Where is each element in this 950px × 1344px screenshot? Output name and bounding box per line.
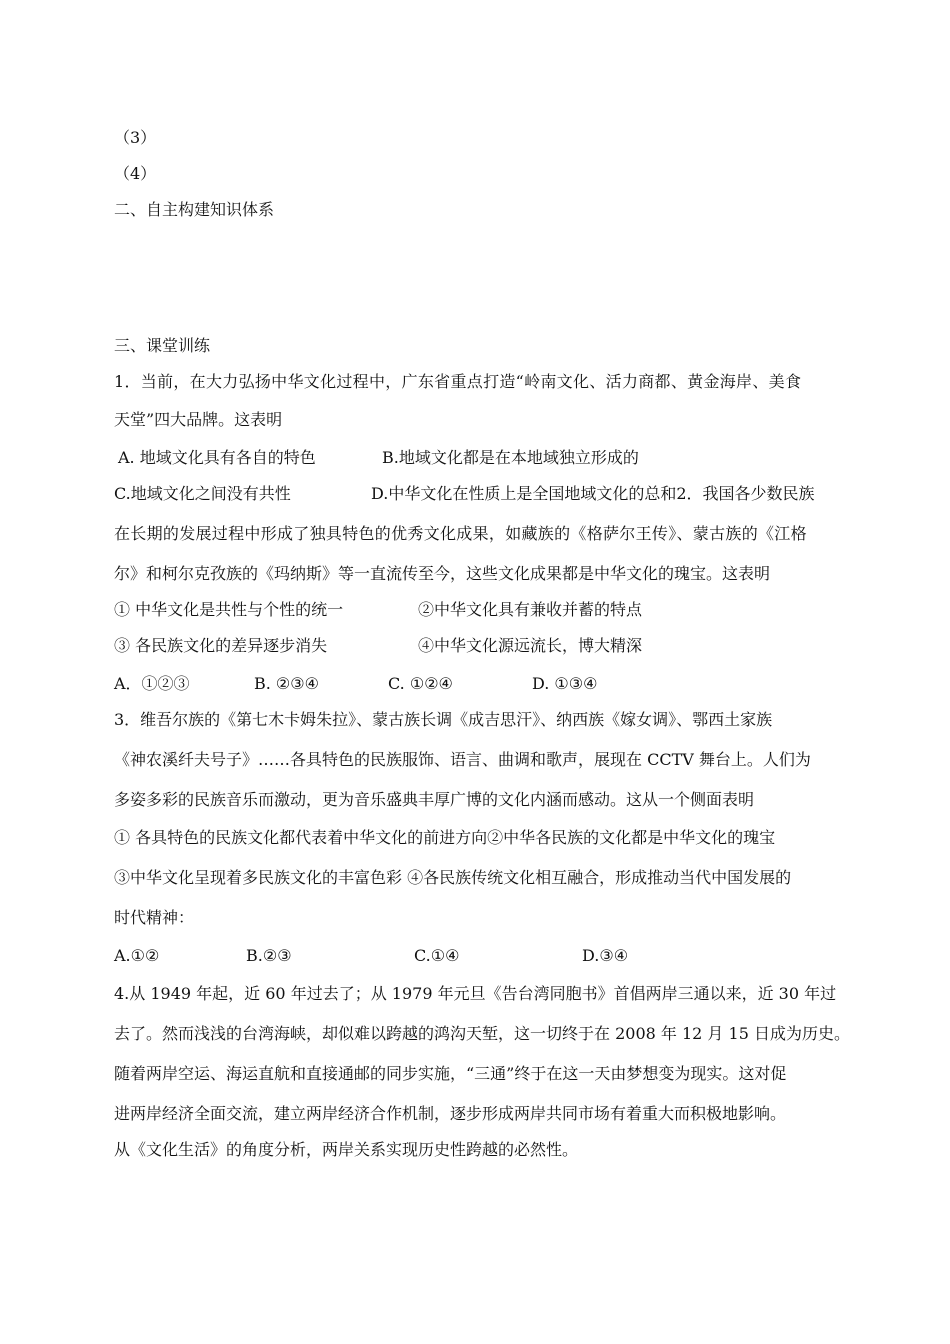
sub-item-4: （4） (114, 164, 157, 183)
q1-option-a: A. 地域文化具有各自的特色 (118, 448, 316, 467)
q1-option-b: B.地域文化都是在本地域独立形成的 (382, 448, 639, 467)
q2-option-b: B. ②③④ (254, 674, 319, 693)
q2-option-a: A．①②③ (114, 674, 190, 693)
q2-statement-3: ③ 各民族文化的差异逐步消失 (114, 636, 328, 655)
q3-option-c: C.①④ (414, 946, 460, 965)
section-heading-3: 三、课堂训练 (114, 336, 211, 355)
q2-stem-line2: 在长期的发展过程中形成了独具特色的优秀文化成果，如藏族的《格萨尔王传》、蒙古族的《江格 (114, 524, 807, 543)
q3-stem-line1: 3．维吾尔族的《第七木卡姆朱拉》、蒙古族长调《成吉思汗》、纳西族《嫁女调》、鄂西土家族 (114, 710, 773, 729)
q2-option-c: C. ①②④ (388, 674, 453, 693)
q2-statement-1: ① 中华文化是共性与个性的统一 (114, 600, 344, 619)
q1-stem-line2: 天堂”四大品牌。这表明 (114, 410, 283, 429)
q4-stem-line2: 去了。然而浅浅的台湾海峡，却似难以跨越的鸿沟天堑，这一切终于在 2008 年 12 月 15 日成为历史。 (114, 1024, 850, 1043)
q2-statement-4: ④中华文化源远流长，博大精深 (418, 636, 643, 655)
q4-stem-line4: 进两岸经济全面交流，建立两岸经济合作机制，逐步形成两岸共同市场有着重大而积极地影响。 (114, 1104, 787, 1123)
q2-statement-2: ②中华文化具有兼收并蓄的特点 (418, 600, 643, 619)
q4-stem-line1: 4.从 1949 年起，近 60 年过去了；从 1979 年元旦《告台湾同胞书》首倡两岸三通以来，近 30 年过 (114, 984, 837, 1003)
q4-stem-line5: 从《文化生活》的角度分析，两岸关系实现历史性跨越的必然性。 (114, 1140, 579, 1159)
q1-stem-line1: 1．当前，在大力弘扬中华文化过程中，广东省重点打造“岭南文化、活力商都、黄金海岸、美食 (114, 372, 802, 391)
q3-statement-4-cont: 时代精神： (114, 908, 195, 927)
section-heading-2: 二、自主构建知识体系 (114, 200, 275, 219)
q3-stem-line2: 《神农溪纤夫号子》……各具特色的民族服饰、语言、曲调和歌声，展现在 CCTV 舞台上。人们为 (114, 750, 811, 769)
q3-statements-3-4: ③中华文化呈现着多民族文化的丰富色彩 ④各民族传统文化相互融合，形成推动当代中国发展的 (114, 868, 792, 887)
q3-stem-line3: 多姿多彩的民族音乐而激动，更为音乐盛典丰厚广博的文化内涵而感动。这从一个侧面表明 (114, 790, 755, 809)
q3-option-d: D.③④ (582, 946, 629, 965)
q3-option-b: B.②③ (246, 946, 292, 965)
q2-option-d: D. ①③④ (532, 674, 598, 693)
q4-stem-line3: 随着两岸空运、海运直航和直接通邮的同步实施，“三通”终于在这一天由梦想变为现实。这对促 (114, 1064, 787, 1083)
q3-statements-1-2: ① 各具特色的民族文化都代表着中华文化的前进方向②中华各民族的文化都是中华文化的瑰宝 (114, 828, 776, 847)
sub-item-3: （3） (114, 128, 157, 147)
q3-option-a: A.①② (114, 946, 160, 965)
q2-stem-line3: 尔》和柯尔克孜族的《玛纳斯》等一直流传至今，这些文化成果都是中华文化的瑰宝。这表明 (114, 564, 771, 583)
q1-option-d-q2-start: D.中华文化在性质上是全国地域文化的总和2．我国各少数民族 (371, 484, 815, 503)
q1-option-c: C.地域文化之间没有共性 (114, 484, 291, 503)
